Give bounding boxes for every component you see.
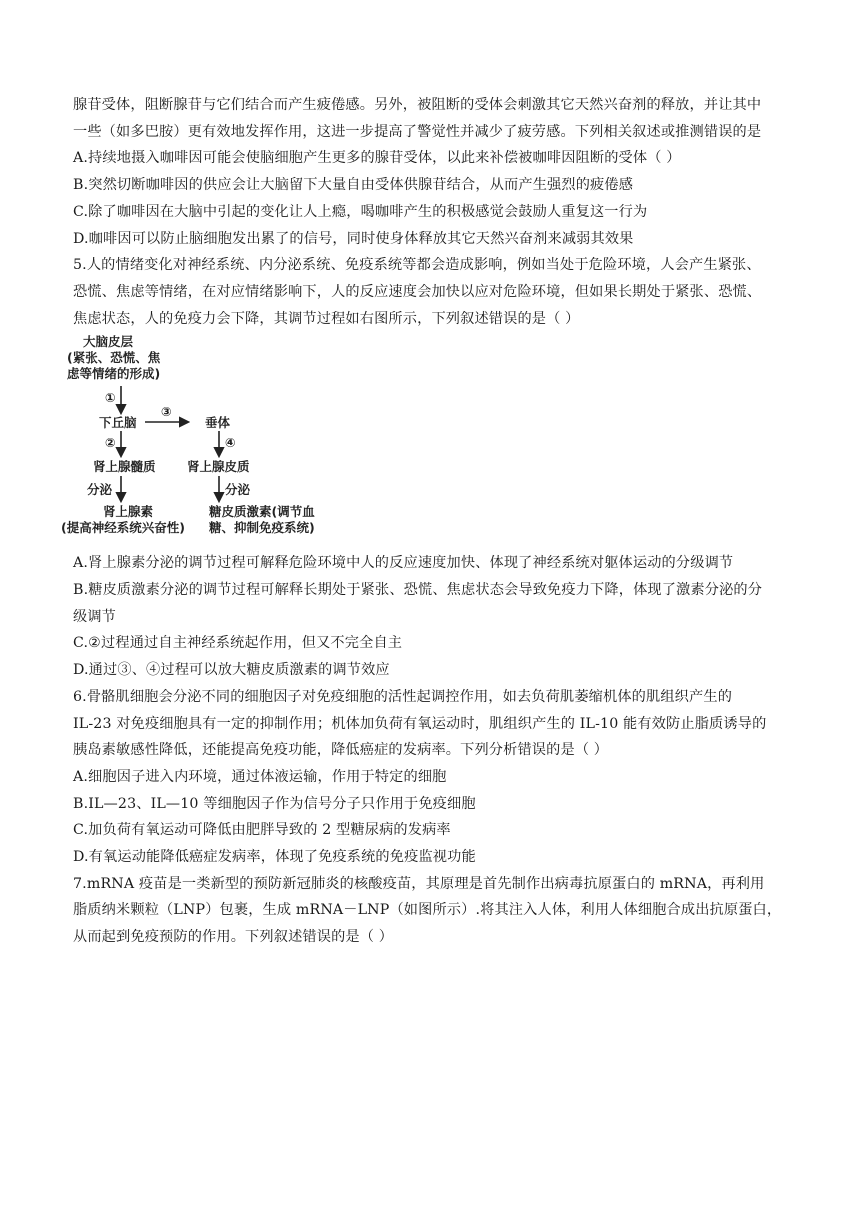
q5-stem-line: 焦虑状态，人的免疫力会下降，其调节过程如右图所示，下列叙述错误的是（ ） bbox=[73, 310, 580, 327]
adrenaline-note-label: (提高神经系统兴奋性) bbox=[61, 520, 185, 536]
cortex-emotion-label: (紧张、恐慌、焦 bbox=[67, 350, 161, 366]
q7-stem-line: 脂质纳米颗粒（LNP）包裹，生成 mRNA－LNP（如图所示）.将其注入人体，利用人体细胞合成出抗原蛋白， bbox=[73, 902, 782, 919]
q6-option-c: C.加负荷有氧运动可降低由肥胖导致的 2 型糖尿病的发病率 bbox=[73, 822, 451, 839]
adrenal-cortex-label: 肾上腺皮质 bbox=[187, 459, 250, 475]
step-3-marker: ③ bbox=[161, 404, 172, 420]
q5-option-b: B.糖皮质激素分泌的调节过程可解释长期处于紧张、恐慌、焦虑状态会导致免疫力下降，体现了激素分泌的分 bbox=[73, 582, 763, 599]
q6-option-b: B.IL—23、IL—10 等细胞因子作为信号分子只作用于免疫细胞 bbox=[73, 795, 476, 812]
secrete-right-label: 分泌 bbox=[225, 482, 251, 498]
q5-option-d: D.通过③、④过程可以放大糖皮质激素的调节效应 bbox=[73, 662, 390, 679]
cortisol-note-label: 糖、抑制免疫系统) bbox=[209, 520, 315, 536]
q6-option-a: A.细胞因子进入内环境，通过体液运输，作用于特定的细胞 bbox=[73, 768, 447, 785]
adrenal-medulla-label: 肾上腺髓质 bbox=[93, 459, 156, 475]
q4-option-d: D.咖啡因可以防止脑细胞发出累了的信号，同时使身体释放其它天然兴奋剂来减弱其效果 bbox=[73, 230, 634, 247]
q5-stem-line: 恐慌、焦虑等情绪，在对应情绪影响下，人的反应速度会加快以应对危险环境，但如果长期处于紧张、恐慌、 bbox=[73, 283, 762, 300]
cortex-label: 大脑皮层 bbox=[83, 334, 134, 350]
step-2-marker: ② bbox=[105, 435, 116, 451]
secrete-left-label: 分泌 bbox=[87, 482, 113, 498]
step-1-marker: ① bbox=[105, 390, 116, 406]
q7-stem-line: 7.mRNA 疫苗是一类新型的预防新冠肺炎的核酸疫苗，其原理是首先制作出病毒抗原蛋白的 mRNA，再利用 bbox=[73, 875, 765, 892]
q4-stem-line: 腺苷受体，阻断腺苷与它们结合而产生疲倦感。另外，被阻断的受体会刺激其它天然兴奋剂的释放，并让其中 bbox=[73, 97, 762, 113]
adrenaline-label: 肾上腺素 bbox=[103, 504, 154, 520]
q5-stem-line: 5.人的情绪变化对神经系统、内分泌系统、免疫系统等都会造成影响，例如当处于危险环境，人会产生紧张、 bbox=[73, 257, 761, 274]
pituitary-label: 垂体 bbox=[205, 415, 231, 431]
hypothalamus-label: 下丘脑 bbox=[99, 415, 137, 431]
document-page bbox=[61, 92, 793, 951]
q6-stem-line: IL-23 对免疫细胞具有一定的抑制作用；机体加负荷有氧运动时，肌组织产生的 IL-10 能有效防止脂质诱导的 bbox=[73, 715, 767, 732]
q6-stem-line: 6.骨骼肌细胞会分泌不同的细胞因子对免疫细胞的活性起调控作用，如去负荷肌萎缩机体的肌组织产生的 bbox=[73, 688, 733, 705]
q5-option-a: A.肾上腺素分泌的调节过程可解释危险环境中人的反应速度加快、体现了神经系统对躯体运动的分级调节 bbox=[73, 555, 734, 572]
q4-option-c: C.除了咖啡因在大脑中引起的变化让人上瘾，喝咖啡产生的积极感觉会鼓励人重复这一行为 bbox=[73, 203, 648, 220]
cortex-emotion-label: 虑等情绪的形成) bbox=[67, 366, 161, 382]
q5-option-c: C.②过程通过自主神经系统起作用，但又不完全自主 bbox=[73, 635, 403, 652]
regulation-flow-diagram bbox=[59, 334, 349, 546]
q4-option-a: A.持续地摄入咖啡因可能会使脑细胞产生更多的腺苷受体，以此来补偿被咖啡因阻断的受体（ ） bbox=[73, 150, 681, 167]
cortisol-label: 糖皮质激素(调节血 bbox=[209, 504, 315, 520]
step-4-marker: ④ bbox=[225, 435, 236, 451]
q4-option-b: B.突然切断咖啡因的供应会让大脑留下大量自由受体供腺苷结合，从而产生强烈的疲倦感 bbox=[73, 177, 634, 194]
q6-stem-line: 胰岛素敏感性降低，还能提高免疫功能，降低癌症的发病率。下列分析错误的是（ ） bbox=[73, 742, 609, 759]
q5-option-b-cont: 级调节 bbox=[73, 608, 117, 625]
q6-option-d: D.有氧运动能降低癌症发病率，体现了免疫系统的免疫监视功能 bbox=[73, 849, 476, 866]
q7-stem-line: 从而起到免疫预防的作用。下列叙述错误的是（ ） bbox=[73, 929, 394, 946]
q4-stem-line: 一些（如多巴胺）更有效地发挥作用，这进一步提高了警觉性并减少了疲劳感。下列相关叙述或推测错误的是 bbox=[73, 123, 762, 140]
